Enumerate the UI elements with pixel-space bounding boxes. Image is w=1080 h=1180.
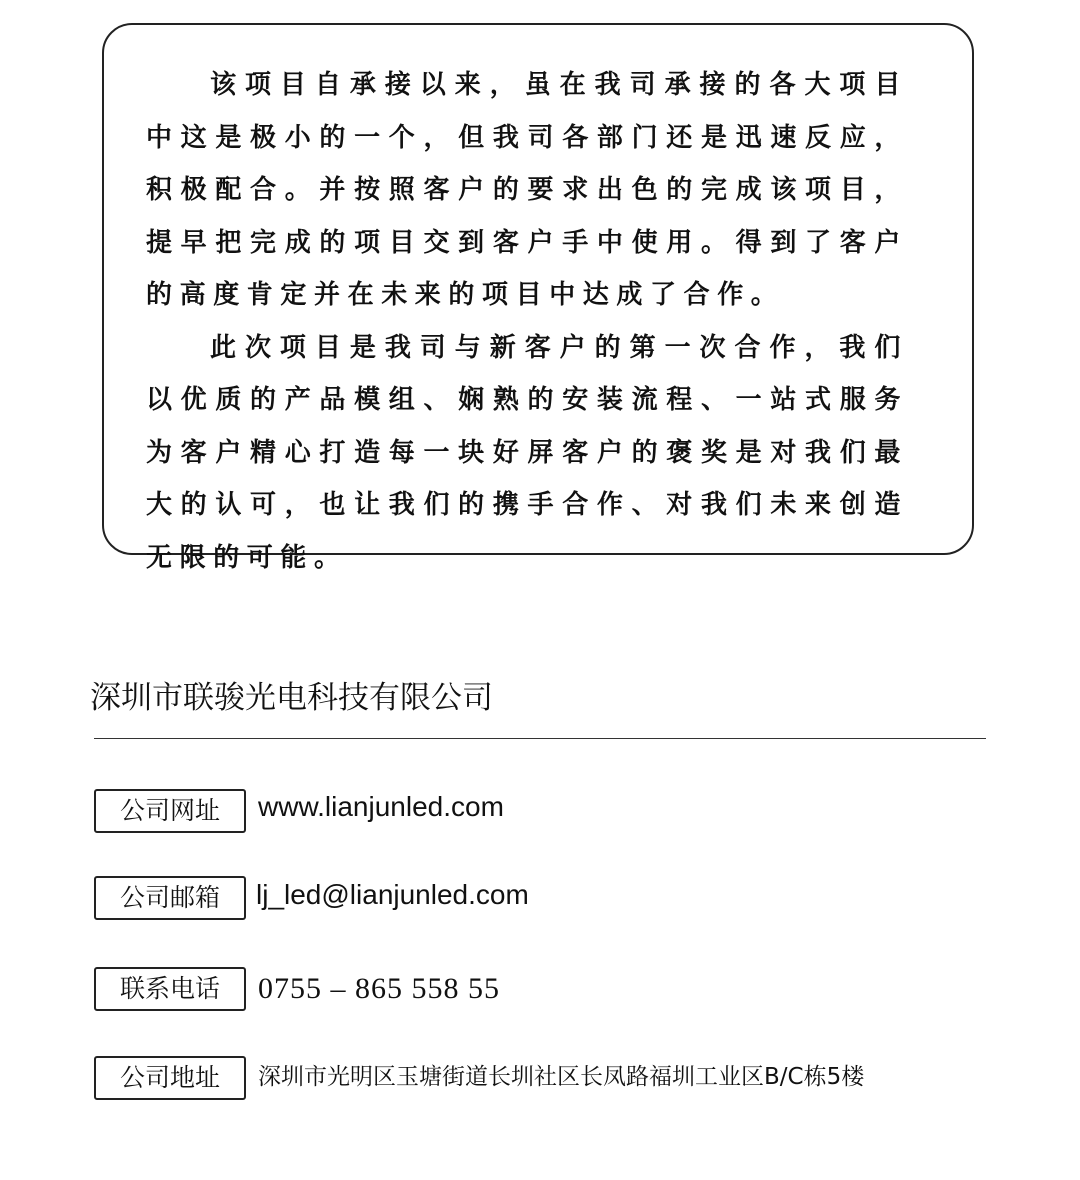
description-paragraph-2: 此次项目是我司与新客户的第一次合作，我们以优质的产品模组、娴熟的安装流程、一站式服务为客户精心打造每一块好屏客户的褒奖是对我们最大的认可，也让我们的携手合作、对我们未来创造无限的可能。 (146, 332, 908, 573)
address-label: 公司地址 (94, 1056, 246, 1100)
description-paragraph-1: 该项目自承接以来，虽在我司承接的各大项目中这是极小的一个，但我司各部门还是迅速反应，积极配合。并按照客户的要求出色的完成该项目，提早把完成的项目交到客户手中使用。得到了客户的高度肯定并在未来的项目中达成了合作。 (146, 70, 908, 310)
phone-number: 0755 – 865 558 55 (258, 972, 500, 1005)
project-description-box (102, 23, 974, 573)
phone-label: 联系电话 (94, 967, 246, 1011)
email-link[interactable]: lj_led@lianjunled.com (256, 879, 529, 910)
website-link[interactable]: www.lianjunled.com (258, 791, 504, 822)
email-label: 公司邮箱 (94, 876, 246, 920)
website-label: 公司网址 (94, 789, 246, 833)
company-name: 深圳市联骏光电科技有限公司 (90, 680, 493, 716)
address-text: 深圳市光明区玉塘街道长圳社区长凤路福圳工业区B/C栋5楼 (258, 1064, 865, 1090)
divider-line (94, 738, 986, 739)
